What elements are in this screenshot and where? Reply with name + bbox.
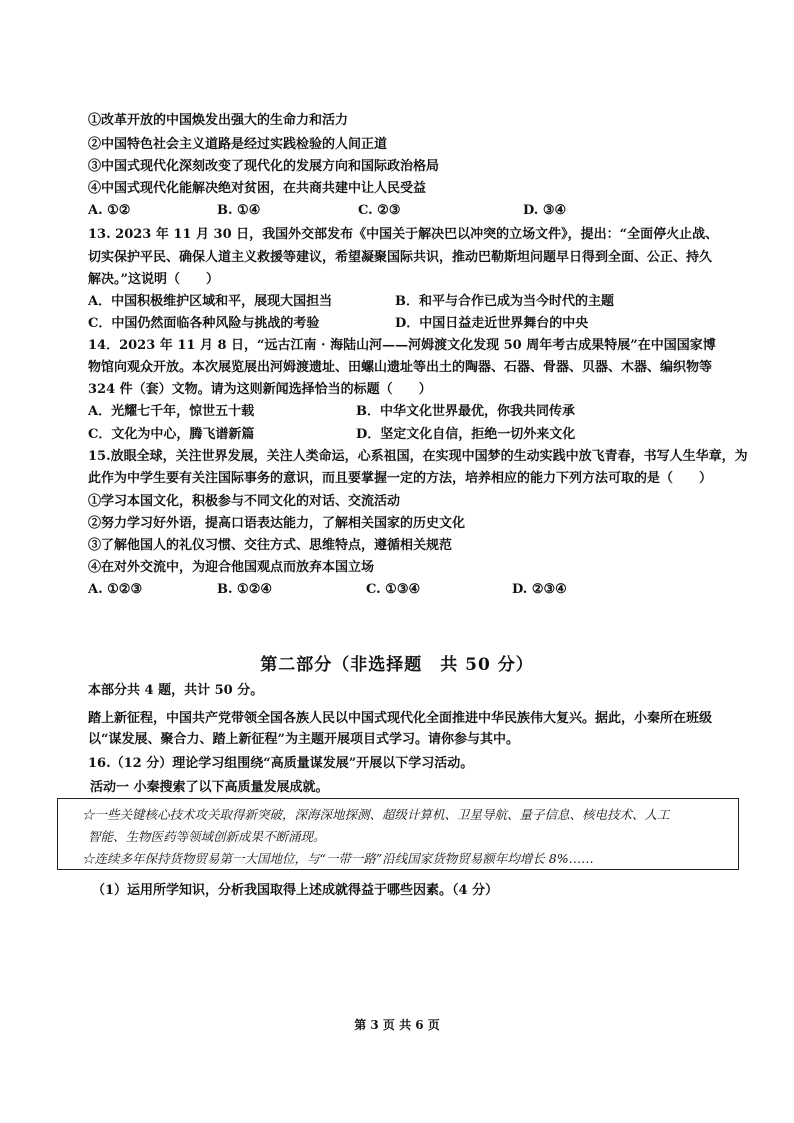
q12-option-a: A. ①② [88,203,131,218]
part2-title: 第二部分（非选择题 共 50 分） [260,655,534,675]
q14-option-c: C．文化为中心，腾飞谱新篇 [88,427,255,442]
q15-item-2: ②努力学习好外语，提高口语表达能力，了解相关国家的历史文化 [88,516,466,531]
q12-option-d: D. ③④ [523,203,567,218]
q15-item-1: ①学习本国文化，积极参与不同文化的对话、交流活动 [88,494,401,509]
box-line-3: ☆连续多年保持货物贸易第一大国地位，与“一带一路”沿线国家货物贸易额年均增长 8%…… [82,851,594,866]
q15-item-3: ③了解他国人的礼仪习惯、交往方式、思维特点，遵循相关规范 [88,538,453,553]
q16-sub-question-1: （1）运用所学知识，分析我国取得上述成就得益于哪些因素。（4 分） [92,883,499,898]
q13-stem-line-2: 切实保护平民、确保人道主义救援等建议，希望凝聚国际共识，推动巴勒斯坦问题早日得到全面、公正、持久 [88,250,713,265]
q14-option-a: A．光耀七千年，惊世五十载 [88,404,255,419]
q15-stem-line-2: 此作为中学生要有关注国际事务的意识，而且要掌握一定的方法，培养相应的能力下列方法可取的是（ ） [88,471,713,486]
q13-stem-line-3: 解决。”这说明（ ） [88,272,219,287]
q12-item-1: ①改革开放的中国焕发出强大的生命力和活力 [88,113,349,128]
q12-item-2: ②中国特色社会主义道路是经过实践检验的人间正道 [88,137,388,152]
q13-option-a: A．中国积极维护区域和平，展现大国担当 [88,294,333,309]
q15-option-c: C. ①③④ [366,582,421,597]
q14-stem-line-3: 324 件（套）文物。请为这则新闻选择恰当的标题（ ） [88,382,432,397]
part2-intro-line-1: 踏上新征程，中国共产党带领全国各族人民以中国式现代化全面推进中华民族伟大复兴。据此，小秦所在班级 [88,711,713,726]
q12-item-4: ④中国式现代化能解决绝对贫困，在共商共建中让人民受益 [88,181,427,196]
q13-option-b: B．和平与合作已成为当今时代的主题 [395,294,614,309]
q14-stem-line-2: 物馆向观众开放。本次展览展出河姆渡遗址、田螺山遗址等出土的陶器、石器、骨器、贝器、木器、编织物等 [88,360,713,375]
q16-stem: 16.（12 分）理论学习组围绕“高质量谋发展”开展以下学习活动。 [88,756,474,771]
achievements-box [57,798,739,870]
q15-option-d: D. ②③④ [512,582,567,597]
q12-option-c: C. ②③ [358,203,401,218]
activity-1-heading: 活动一 小秦搜索了以下高质量发展成就。 [90,780,329,795]
part2-summary: 本部分共 4 题，共计 50 分。 [88,683,264,698]
q15-stem-line-1: 15.放眼全球，关注世界发展，关注人类命运，心系祖国，在实现中国梦的生动实践中放飞青春，书写人生华章，为 [88,449,748,464]
q15-option-a: A. ①②③ [88,582,143,597]
page-footer: 第 3 页 共 6 页 [354,1018,440,1032]
q13-option-c: C．中国仍然面临各种风险与挑战的考验 [88,316,320,331]
q14-option-b: B．中华文化世界最优，你我共同传承 [356,404,575,419]
part2-intro-line-2: 以“谋发展、聚合力、踏上新征程”为主题开展项目式学习。请你参与其中。 [88,732,519,747]
q14-option-d: D．坚定文化自信，拒绝一切外来文化 [356,427,576,442]
box-line-2: 智能、生物医药等领域创新成果不断涌现。 [88,829,326,844]
q13-option-d: D．中国日益走近世界舞台的中央 [395,316,589,331]
q12-option-b: B. ①④ [217,203,261,218]
q14-stem-line-1: 14．2023 年 11 月 8 日，“远古江南 · 海陆山河——河姆渡文化发现 50 周年考古成果特展”在中国国家博 [88,338,716,353]
box-line-1: ☆一些关键核心技术攻关取得新突破，深海深地探测、超级计算机、卫星导航、量子信息、核电技术、人工 [82,807,670,822]
q15-item-4: ④在对外交流中，为迎合他国观点而放弃本国立场 [88,560,375,575]
q13-stem-line-1: 13. 2023 年 11 月 30 日，我国外交部发布《中国关于解决巴以冲突的立场文件》，提出：“全面停火止战、 [88,227,719,242]
q12-item-3: ③中国式现代化深刻改变了现代化的发展方向和国际政治格局 [88,159,440,174]
q15-option-b: B. ①②④ [217,582,273,597]
